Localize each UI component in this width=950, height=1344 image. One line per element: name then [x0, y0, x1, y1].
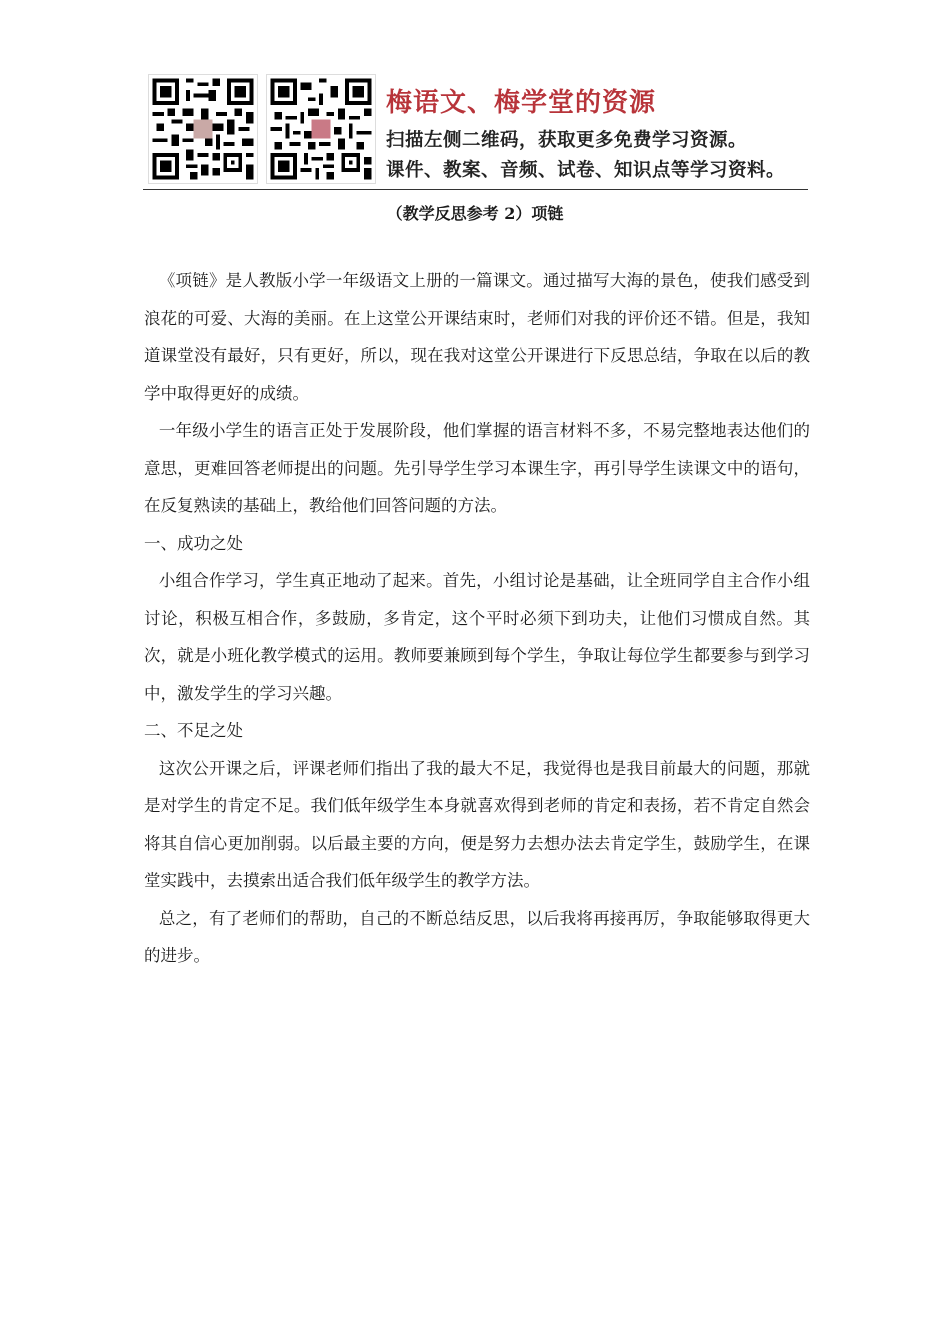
document-body [144, 262, 810, 975]
qr-code-right[interactable] [266, 74, 376, 184]
header-divider [143, 189, 808, 190]
paragraph-success: 小组合作学习，学生真正地动了起来。首先，小组讨论是基础，让全班同学自主合作小组讨论，积极互相合作，多鼓励，多肯定，这个平时必须下到功夫，让他们习惯成自然。其次，就是小班化教学模式的运用。教师要兼顾到每个学生，争取让每位学生都要参与到学习中，激发学生的学习兴趣。 [144, 571, 810, 703]
section-heading-shortcoming: 二、不足之处 [144, 721, 243, 740]
paragraph-conclusion: 总之，有了老师们的帮助，自己的不断总结反思，以后我将再接再厉，争取能够取得更大的进步。 [144, 908, 810, 965]
header-banner [148, 72, 808, 190]
paragraph-analysis: 一年级小学生的语言正处于发展阶段，他们掌握的语言材料不多，不易完整地表达他们的意思，更难回答老师提出的问题。先引导学生学习本课生字，再引导学生读课文中的语句，在反复熟读的基础上，教给他们回答问题的方法。 [144, 421, 810, 515]
brand-title: 梅语文、梅学堂的资源 [386, 88, 657, 118]
paragraph-shortcoming: 这次公开课之后，评课老师们指出了我的最大不足，我觉得也是我目前最大的问题，那就是对学生的肯定不足。我们低年级学生本身就喜欢得到老师的肯定和表扬，若不肯定自然会将其自信心更加削弱。以后最主要的方向，便是努力去想办法去肯定学生，鼓励学生，在课堂实践中，去摸索出适合我们低年级学生的教学方法。 [144, 758, 810, 890]
section-heading-success: 一、成功之处 [144, 533, 243, 553]
document-title: （教学反思参考 2）项链 [386, 204, 564, 223]
qr-code-icon [149, 75, 257, 183]
qr-code-icon [267, 75, 375, 183]
brand-tagline-2: 课件、教案、音频、试卷、知识点等学习资料。 [386, 160, 786, 181]
qr-code-left[interactable] [148, 74, 258, 184]
paragraph-intro: 《项链》是人教版小学一年级语文上册的一篇课文。通过描写大海的景色，使我们感受到浪花的可爱、大海的美丽。在上这堂公开课结束时，老师们对我的评价还不错。但是，我知道课堂没有最好，只有更好，所以，现在我对这堂公开课进行下反思总结，争取在以后的教学中取得更好的成绩。 [144, 271, 810, 403]
brand-tagline-1: 扫描左侧二维码，获取更多免费学习资源。 [386, 130, 748, 151]
